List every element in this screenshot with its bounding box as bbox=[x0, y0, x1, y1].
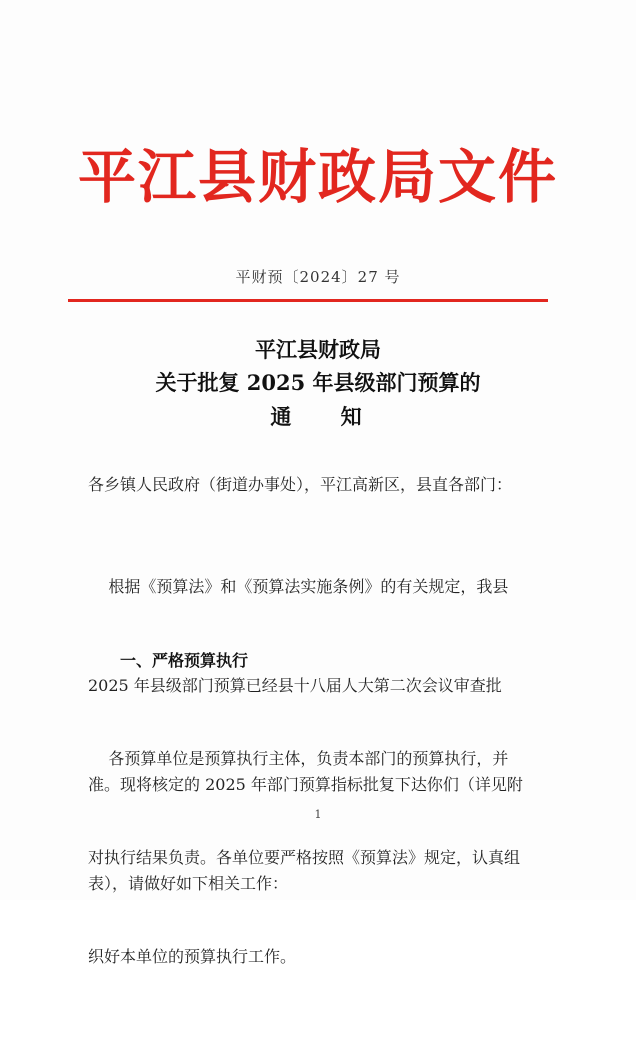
notice-title-line-1: 平江县财政局 bbox=[255, 337, 381, 362]
paragraph-1-line: 根据《预算法》和《预算法实施条例》的有关规定，我县 bbox=[88, 577, 509, 596]
paragraph-2 bbox=[88, 676, 558, 1039]
section-1-heading: 一、严格预算执行 bbox=[120, 651, 249, 670]
paragraph-2-line: 对执行结果负责。各单位要严格按照《预算法》规定，认真组 bbox=[88, 848, 521, 867]
paragraph-1-line: 表），请做好如下相关工作： bbox=[88, 874, 289, 893]
notice-title-line-2: 关于批复 2025 年县级部门预算的 bbox=[155, 370, 481, 395]
page-number: 1 bbox=[314, 808, 322, 821]
paragraph-1-line: 2025 年县级部门预算已经县十八届人大第二次会议审查批 bbox=[88, 676, 502, 695]
paragraph-1-line: 准。现将核定的 2025 年部门预算指标批复下达你们（详见附 bbox=[88, 775, 523, 794]
paragraph-2-line: 织好本单位的预算执行工作。 bbox=[88, 947, 297, 966]
salutation-text: 各乡镇人民政府（街道办事处），平江高新区，县直各部门： bbox=[88, 475, 513, 494]
notice-title-line-3: 通 知 bbox=[270, 404, 366, 429]
paragraph-2-line: 各预算单位是预算执行主体，负责本部门的预算执行，并 bbox=[88, 749, 509, 768]
red-divider-line bbox=[68, 299, 548, 302]
document-number: 平财预〔2024〕27 号 bbox=[235, 268, 401, 286]
masthead-title: 平江县财政局文件 bbox=[77, 143, 558, 211]
salutation bbox=[88, 468, 558, 501]
